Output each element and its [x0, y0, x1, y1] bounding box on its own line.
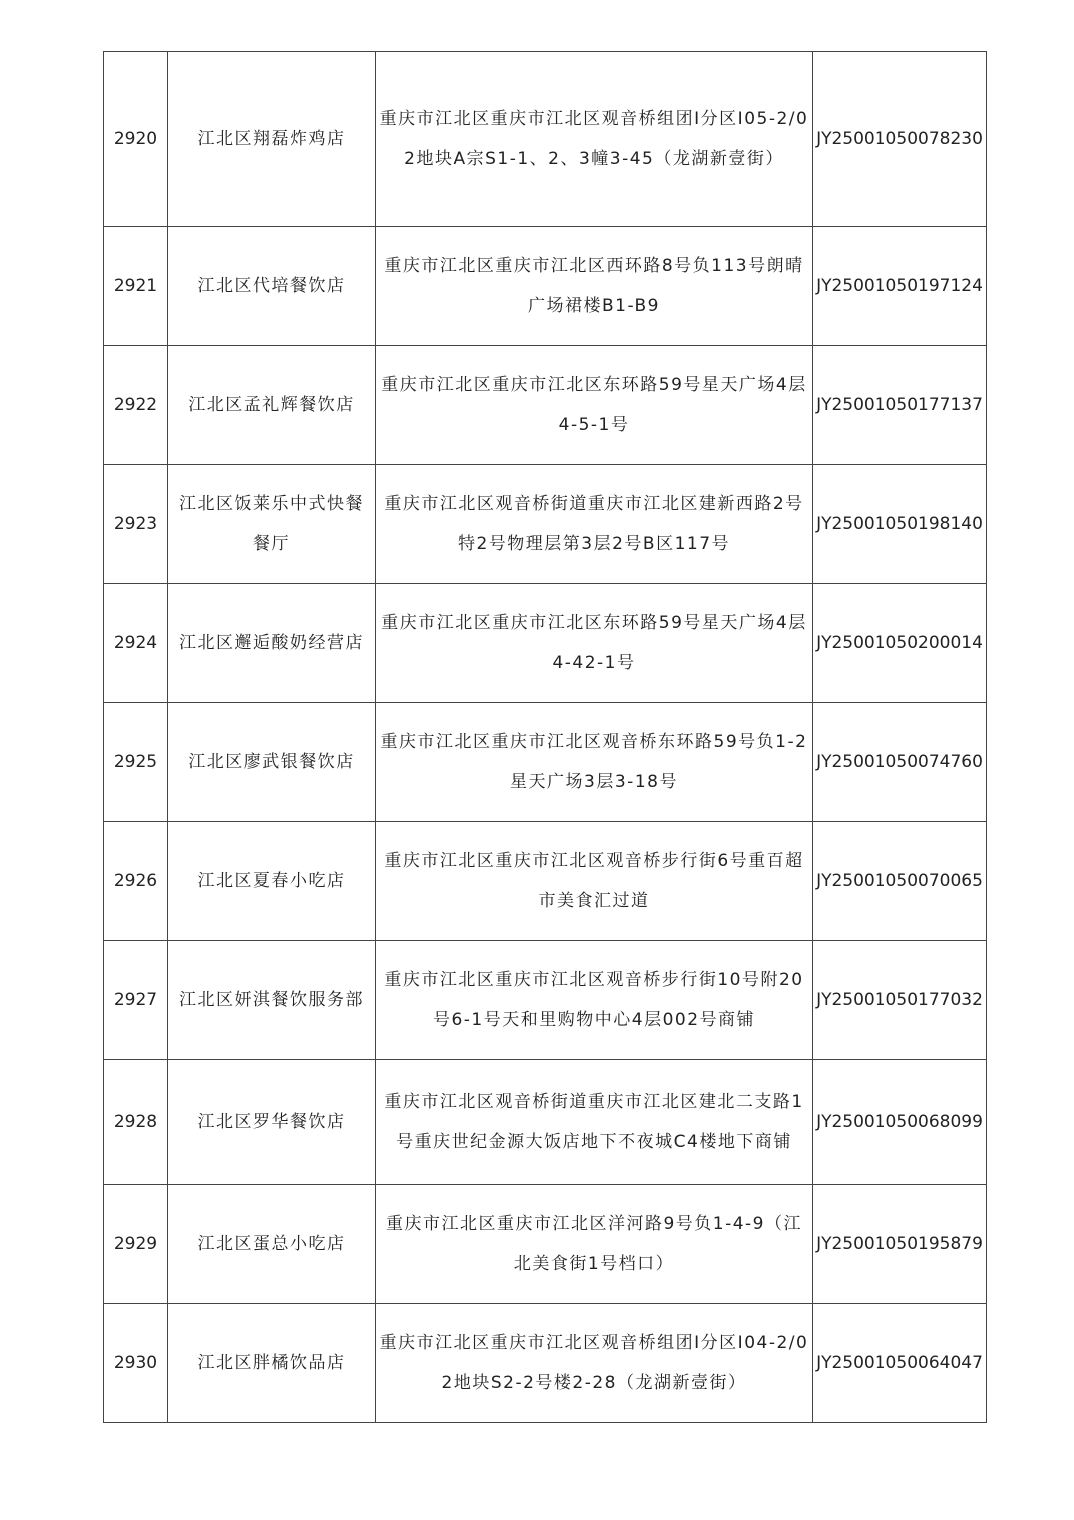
table-row [104, 1060, 987, 1185]
row-number: 2925 [104, 703, 168, 822]
row-number: 2927 [104, 941, 168, 1060]
table-row [104, 465, 987, 584]
row-number: 2922 [104, 346, 168, 465]
license-number: JY25001050074760 [813, 703, 987, 822]
table-row [104, 346, 987, 465]
license-number: JY25001050195879 [813, 1185, 987, 1304]
business-address: 重庆市江北区重庆市江北区东环路59号星天广场4层4-5-1号 [376, 346, 813, 465]
business-name: 江北区妍淇餐饮服务部 [168, 941, 376, 1060]
row-number: 2923 [104, 465, 168, 584]
business-name: 江北区蛋总小吃店 [168, 1185, 376, 1304]
table-row [104, 227, 987, 346]
table-row [104, 703, 987, 822]
row-number: 2920 [104, 52, 168, 227]
table-row [104, 1304, 987, 1423]
business-name: 江北区代培餐饮店 [168, 227, 376, 346]
table-row [104, 584, 987, 703]
business-address: 重庆市江北区重庆市江北区观音桥组团Ⅰ分区I05-2/02地块A宗S1-1、2、3幢3-45（龙湖新壹街） [376, 52, 813, 227]
business-address: 重庆市江北区重庆市江北区东环路59号星天广场4层4-42-1号 [376, 584, 813, 703]
business-name: 江北区饭莱乐中式快餐餐厅 [168, 465, 376, 584]
business-address: 重庆市江北区重庆市江北区观音桥步行街10号附20号6-1号天和里购物中心4层002号商铺 [376, 941, 813, 1060]
records-table [103, 51, 987, 1423]
license-number: JY25001050078230 [813, 52, 987, 227]
business-address: 重庆市江北区观音桥街道重庆市江北区建北二支路1号重庆世纪金源大饭店地下不夜城C4楼地下商铺 [376, 1060, 813, 1185]
business-name: 江北区翔磊炸鸡店 [168, 52, 376, 227]
license-number: JY25001050198140 [813, 465, 987, 584]
row-number: 2924 [104, 584, 168, 703]
business-name: 江北区邂逅酸奶经营店 [168, 584, 376, 703]
business-name: 江北区夏春小吃店 [168, 822, 376, 941]
row-number: 2929 [104, 1185, 168, 1304]
license-number: JY25001050068099 [813, 1060, 987, 1185]
license-number: JY25001050200014 [813, 584, 987, 703]
business-address: 重庆市江北区重庆市江北区观音桥步行街6号重百超市美食汇过道 [376, 822, 813, 941]
license-number: JY25001050064047 [813, 1304, 987, 1423]
table-row [104, 1185, 987, 1304]
license-number: JY25001050177032 [813, 941, 987, 1060]
table-row [104, 52, 987, 227]
license-number: JY25001050177137 [813, 346, 987, 465]
business-address: 重庆市江北区观音桥街道重庆市江北区建新西路2号特2号物理层第3层2号B区117号 [376, 465, 813, 584]
license-number: JY25001050197124 [813, 227, 987, 346]
row-number: 2930 [104, 1304, 168, 1423]
license-number: JY25001050070065 [813, 822, 987, 941]
row-number: 2921 [104, 227, 168, 346]
business-address: 重庆市江北区重庆市江北区西环路8号负113号朗晴广场裙楼B1-B9 [376, 227, 813, 346]
business-name: 江北区罗华餐饮店 [168, 1060, 376, 1185]
business-address: 重庆市江北区重庆市江北区洋河路9号负1-4-9（江北美食街1号档口） [376, 1185, 813, 1304]
row-number: 2928 [104, 1060, 168, 1185]
business-address: 重庆市江北区重庆市江北区观音桥组团Ⅰ分区I04-2/02地块S2-2号楼2-28（龙湖新壹街） [376, 1304, 813, 1423]
business-name: 江北区胖橘饮品店 [168, 1304, 376, 1423]
business-address: 重庆市江北区重庆市江北区观音桥东环路59号负1-2星天广场3层3-18号 [376, 703, 813, 822]
business-name: 江北区孟礼辉餐饮店 [168, 346, 376, 465]
business-name: 江北区廖武银餐饮店 [168, 703, 376, 822]
row-number: 2926 [104, 822, 168, 941]
table-row [104, 822, 987, 941]
table-row [104, 941, 987, 1060]
